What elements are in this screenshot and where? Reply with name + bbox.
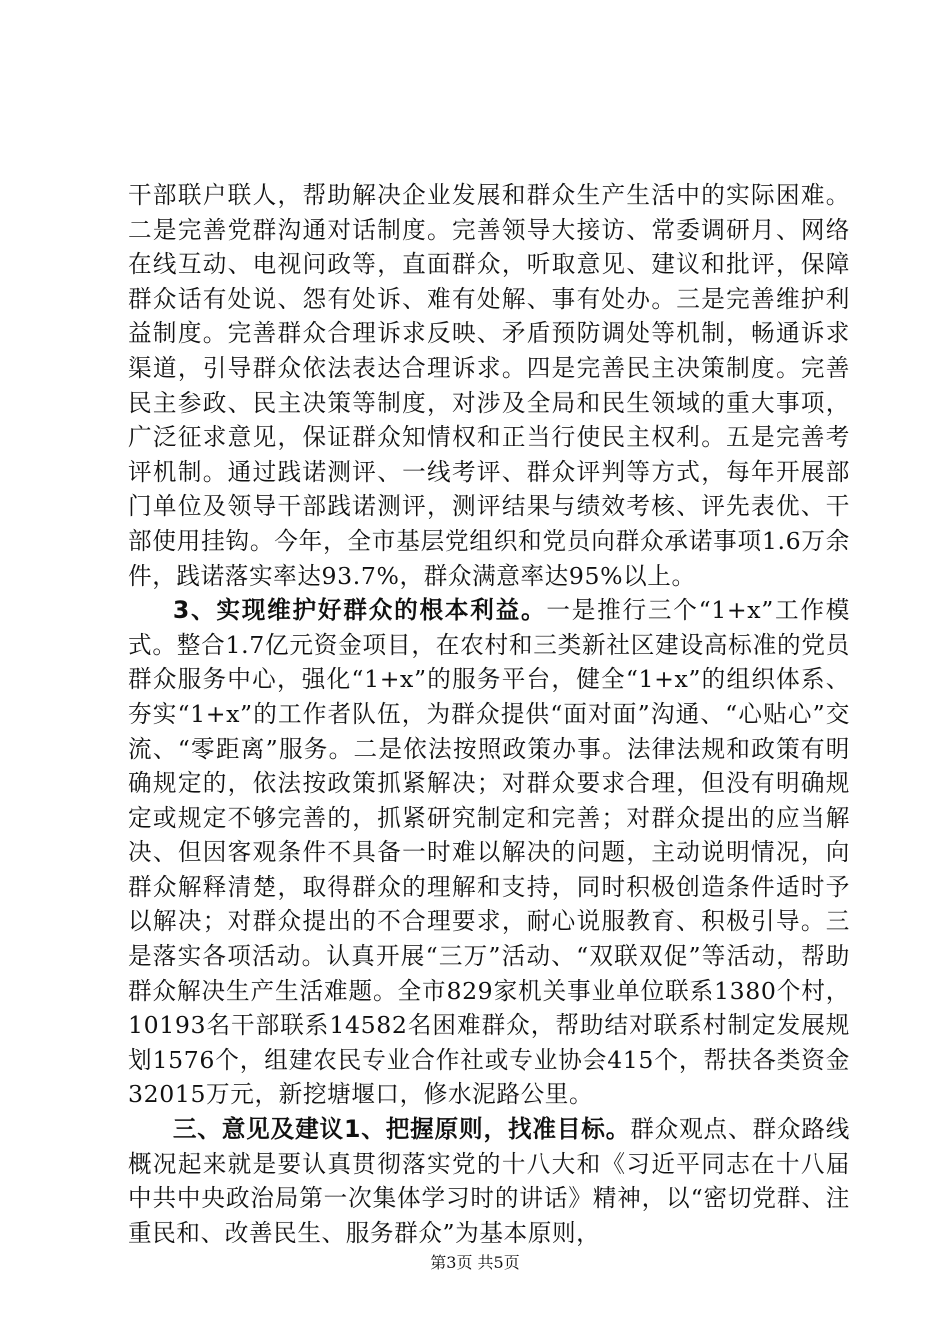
paragraph-3-heading: 三、意见及建议1、把握原则，找准目标。 <box>172 1115 631 1144</box>
paragraph-3-body: 群众观点、群众路线概况起来就是要认真贯彻落实党的十八大和《习近平同志在十八届中共中央政治局第一次集体学习时的讲话》精神，以“密切党群、注重民和、改善民生、服务群众”为基本原则， <box>128 1115 850 1247</box>
paragraph-3 <box>128 1112 850 1250</box>
document-body <box>128 178 850 1250</box>
paragraph-2 <box>128 593 850 1112</box>
paragraph-1: 干部联户联人，帮助解决企业发展和群众生产生活中的实际困难。二是完善党群沟通对话制度。完善领导大接访、常委调研月、网络在线互动、电视问政等，直面群众，听取意见、建议和批评，保障群众话有处说、怨有处诉、难有处解、事有处办。三是完善维护利益制度。完善群众合理诉求反映、矛盾预防调处等机制，畅通诉求渠道，引导群众依法表达合理诉求。四是完善民主决策制度。完善民主参政、民主决策等制度，对涉及全局和民生领域的重大事项，广泛征求意见，保证群众知情权和正当行使民主权利。五是完善考评机制。通过践诺测评、一线考评、群众评判等方式，每年开展部门单位及领导干部践诺测评，测评结果与绩效考核、评先表优、干部使用挂钩。今年，全市基层党组织和党员向群众承诺事项1.6万余件，践诺落实率达93.7%，群众满意率达95%以上。 <box>128 181 850 590</box>
paragraph-2-body: 一是推行三个“1+x”工作模式。整合1.7亿元资金项目，在农村和三类新社区建设高标准的党员群众服务中心，强化“1+x”的服务平台，健全“1+x”的组织体系、夯实“1+x”的工作者队伍，为群众提供“面对面”沟通、“心贴心”交流、“零距离”服务。二是依法按照政策办事。法律法规和政策有明确规定的，依法按政策抓紧解决；对群众要求合理，但没有明确规定或规定不够完善的，抓紧研究制定和完善；对群众提出的应当解决、但因客观条件不具备一时难以解决的问题，主动说明情况，向群众解释清楚，取得群众的理解和支持，同时积极创造条件适时予以解决；对群众提出的不合理要求，耐心说服教育、积极引导。三是落实各项活动。认真开展“三万”活动、“双联双促”等活动，帮助群众解决生产生活难题。全市829家机关事业单位联系1380个村，10193名干部联系14582名困难群众，帮助结对联系村制定发展规划1576个，组建农民专业合作社或专业协会415个，帮扶各类资金32015万元，新挖塘堰口，修水泥路公里。 <box>128 596 850 1109</box>
page-number-footer: 第3页 共5页 <box>430 1253 520 1272</box>
paragraph-2-heading: 3、实现维护好群众的根本利益。 <box>172 596 547 625</box>
